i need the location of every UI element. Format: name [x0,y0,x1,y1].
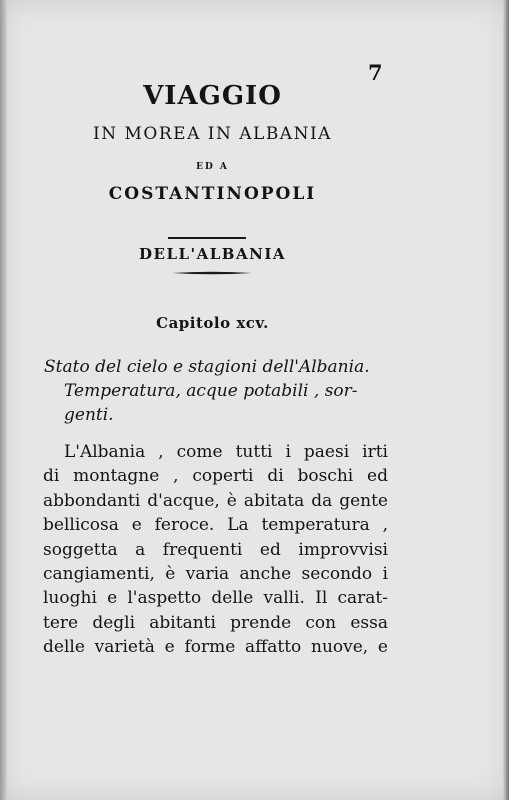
chapter-heading: Capitolo xcv. [156,314,269,332]
body-line: di montagne , coperti di boschi ed [43,466,388,487]
body-line: soggetta a frequenti ed improvvisi [43,539,388,560]
title-subline-3: COSTANTINOPOLI [108,184,317,204]
page-number: 7 [368,60,383,85]
body-line: delle varietà e forme affatto nuove, e [43,637,388,658]
chapter-summary [44,355,394,427]
body-line: L'Albania , come tutti i paesi irti [64,442,388,462]
top-rule [168,237,246,239]
page-right-edge [503,0,509,800]
title-subline-2: ED A [196,162,229,172]
page-left-edge [0,0,7,800]
body-paragraph [43,440,388,660]
body-line: luoghi e l'aspetto delle valli. Il carat- [43,588,388,609]
title-subline-1: IN MOREA IN ALBANIA [93,124,332,144]
summary-line: Temperatura, acque potabili , sor- [64,381,358,401]
summary-line: genti. [64,405,114,425]
summary-line: Stato del cielo e stagioni dell'Albania. [44,357,370,377]
body-line: abbondanti d'acque, è abitata da gente [43,490,388,511]
ornamental-rule [172,271,252,275]
section-title: DELL'ALBANIA [139,245,286,263]
body-line: bellicosa e feroce. La temperatura , [43,515,388,536]
body-line: tere degli abitanti prende con essa [43,612,388,633]
book-title: VIAGGIO [143,81,282,111]
body-line: cangiamenti, è varia anche secondo i [43,564,388,585]
